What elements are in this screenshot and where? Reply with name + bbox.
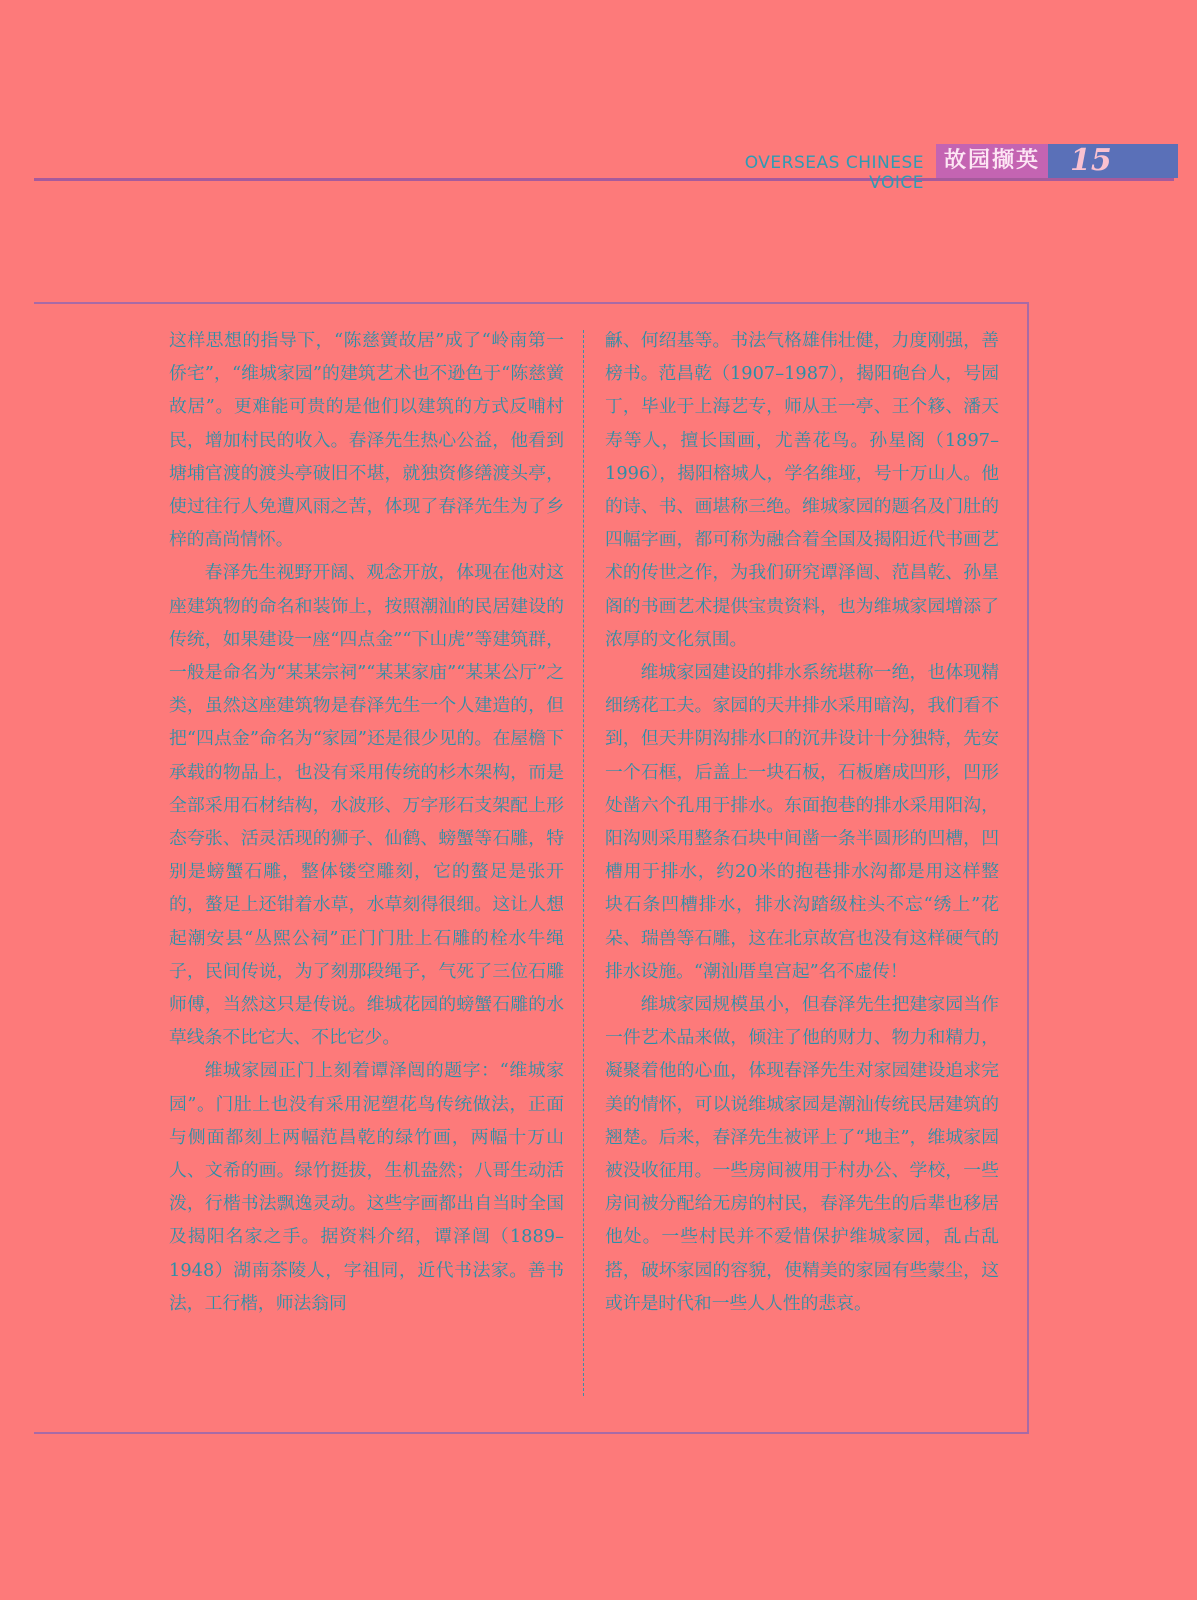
header-rule	[34, 178, 1174, 181]
magazine-name: OVERSEAS CHINESE VOICE	[744, 153, 924, 193]
paragraph: 维城家园正门上刻着谭泽闿的题字：“维城家园”。门肚上也没有采用泥塑花鸟传统做法，正面与侧面都刻上两幅范昌乾的绿竹画，两幅十万山人、文希的画。绿竹挺拔，生机盎然；八哥生动活泼，行楷书法飘逸灵动。这些字画都出自当时全国及揭阳名家之手。据资料介绍，谭泽闿（1889–1948）湖南茶陵人，字祖同，近代书法家。善书法，工行楷，师法翁同	[169, 1060, 564, 1314]
frame-bottom-border	[34, 1432, 1029, 1434]
paragraph: 龢、何绍基等。书法气格雄伟壮健，力度刚强，善榜书。范昌乾（1907–1987），揭阳砲台人，号园丁，毕业于上海艺专，师从王一亭、王个簃、潘天寿等人，擅长国画，尤善花鸟。孙星阁（1897–1996），揭阳榕城人，学名维垭，号十万山人。他的诗、书、画堪称三绝。维城家园的题名及门肚的四幅字画，都可称为融合着全国及揭阳近代书画艺术的传世之作，为我们研究谭泽闿、范昌乾、孙星阁的书画艺术提供宝贵资料，也为维城家园增添了浓厚的文化氛围。	[605, 330, 999, 650]
section-tab: 故园撷英	[936, 144, 1048, 178]
paragraph: 春泽先生视野开阔、观念开放，体现在他对这座建筑物的命名和装饰上，按照潮汕的民居建设的传统，如果建设一座“四点金”“下山虎”等建筑群，一般是命名为“某某宗祠”“某某家庙”“某某公厅”之类，虽然这座建筑物是春泽先生一个人建造的，但把“四点金”命名为“家园”还是很少见的。在屋檐下承载的物品上，也没有采用传统的杉木架构，而是全部采用石材结构，水波形、万字形石支架配上形态夸张、活灵活现的狮子、仙鹤、螃蟹等石雕，特别是螃蟹石雕，整体镂空雕刻，它的螯足是张开的，螯足上还钳着水草，水草刻得很细。这让人想起潮安县“丛熙公祠”正门门肚上石雕的栓水牛绳子，民间传说，为了刻那段绳子，气死了三位石雕师傅，当然这只是传说。维城花园的螃蟹石雕的水草线条不比它大、不比它少。	[169, 562, 564, 1049]
article-left-column	[169, 324, 564, 1320]
paragraph: 维城家园建设的排水系统堪称一绝，也体现精细绣花工夫。家园的天井排水采用暗沟，我们看不到，但天井阴沟排水口的沉井设计十分独特，先安一个石框，后盖上一块石板，石板磨成凹形，凹形处凿六个孔用于排水。东面抱巷的排水采用阳沟，阳沟则采用整条石块中间凿一条半圆形的凹槽，凹槽用于排水，约20米的抱巷排水沟都是用这样整块石条凹槽排水，排水沟踏级柱头不忘“绣上”花朵、瑞兽等石雕，这在北京故宫也没有这样硬气的排水设施。“潮汕厝皇宫起”名不虚传！	[605, 662, 999, 982]
article-right-column	[605, 324, 999, 1320]
paragraph: 维城家园规模虽小，但春泽先生把建家园当作一件艺术品来做，倾注了他的财力、物力和精力，凝聚着他的心血，体现春泽先生对家园建设追求完美的情怀，可以说维城家园是潮汕传统民居建筑的翘楚。后来，春泽先生被评上了“地主”，维城家园被没收征用。一些房间被用于村办公、学校，一些房间被分配给无房的村民，春泽先生的后辈也移居他处。一些村民并不爱惜保护维城家园，乱占乱搭，破坏家园的容貌，使精美的家园有些蒙尘，这或许是时代和一些人人性的悲哀。	[605, 994, 999, 1314]
column-divider	[583, 330, 584, 1396]
paragraph: 这样思想的指导下，“陈慈黉故居”成了“岭南第一侨宅”，“维城家园”的建筑艺术也不逊色于“陈慈黉故居”。更难能可贵的是他们以建筑的方式反哺村民，增加村民的收入。春泽先生热心公益，他看到塘埔官渡的渡头亭破旧不堪，就独资修缮渡头亭，使过往行人免遭风雨之苦，体现了春泽先生为了乡梓的高尚情怀。	[169, 330, 564, 551]
page-number: 15	[1048, 144, 1178, 178]
frame-top-border	[34, 302, 1029, 304]
frame-right-border	[1027, 302, 1029, 1434]
